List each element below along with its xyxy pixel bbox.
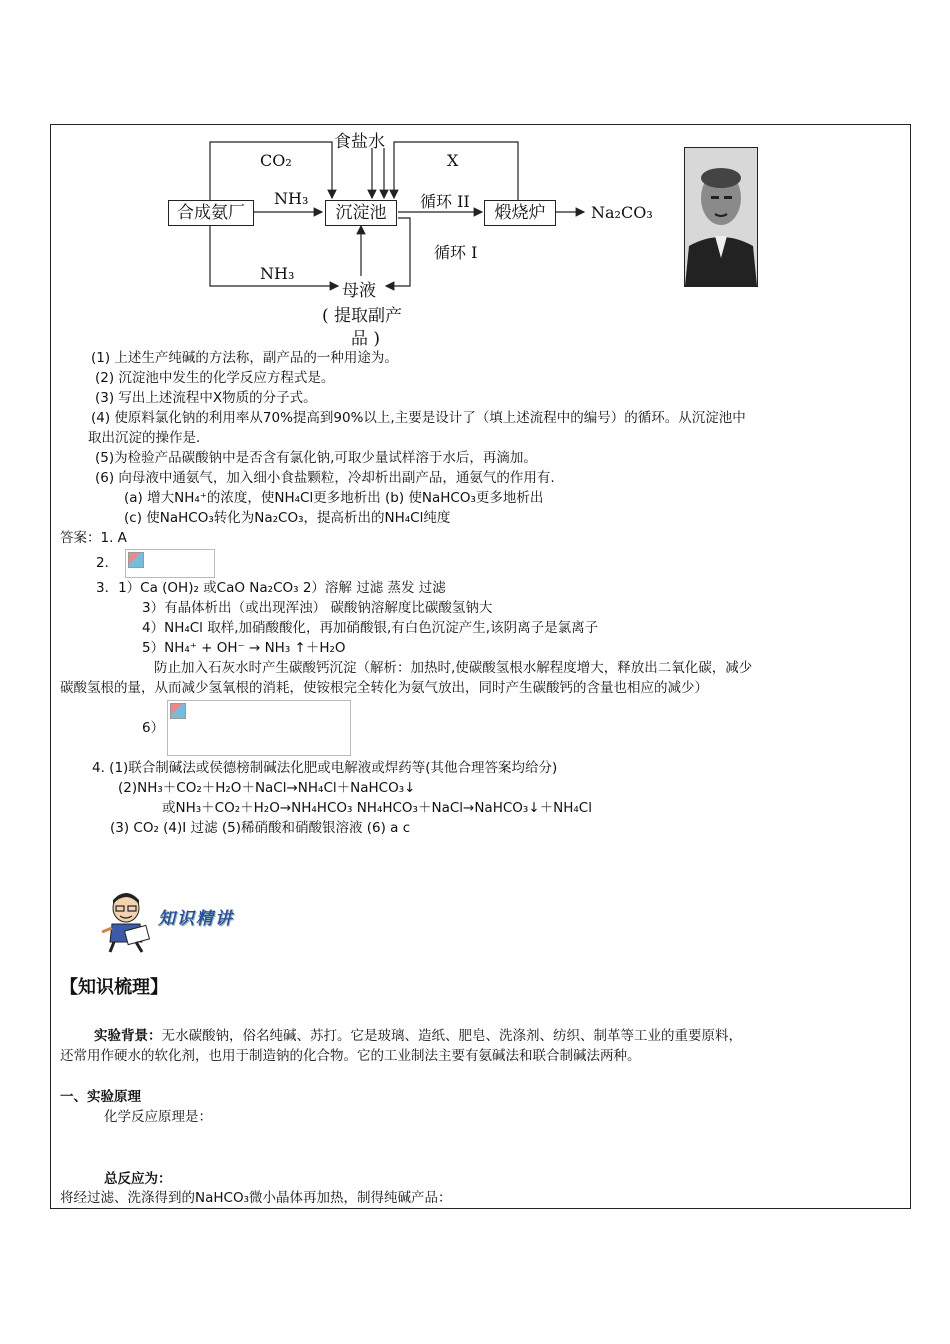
node-calcination-furnace: 煅烧炉: [484, 200, 556, 226]
flow-diagram-lines: [0, 0, 950, 340]
node-factory: 合成氨厂: [168, 200, 254, 226]
answer-3-1: 3．1）Ca (OH)₂ 或CaO Na₂CO₃ 2）溶解 过滤 蒸发 过滤: [96, 580, 446, 596]
answer-3-3: 3）有晶体析出（或出现浑浊） 碳酸钠溶解度比碳酸氢钠大: [142, 600, 493, 616]
answer-2-label: 2．: [96, 555, 119, 571]
answer-2-image: [125, 549, 215, 578]
node-mother-liquor: 母液: [342, 281, 376, 301]
mother-note-line1: ( 提取副产: [322, 306, 403, 326]
label-loop-1: 循环 I: [434, 243, 478, 262]
question-6: (6) 向母液中通氨气，加入细小食盐颗粒，冷却析出副产品，通氨气的作用有.: [95, 470, 555, 486]
answer-3-4: 4）NH₄Cl 取样,加硝酸酸化，再加硝酸银,有白色沉淀产生,该阴离子是氯离子: [142, 620, 599, 636]
teacher-cartoon-icon: [96, 892, 154, 954]
background-text: 无水碳酸钠，俗名纯碱、苏打。它是玻璃、造纸、肥皂、洗涤剂、纺织、制革等工业的重要原料，: [161, 1028, 742, 1044]
answer-3-6-label: 6）: [142, 720, 165, 736]
answer-3-5: 5）NH₄⁺ + OH⁻ → NH₃ ↑＋H₂O: [142, 640, 346, 656]
answer-3-5-explanation: 防止加入石灰水时产生碳酸钙沉淀（解析：加热时,使碳酸氢根水解程度增大，释放出二氧化碳，减少: [154, 660, 753, 676]
last-line: 将经过滤、洗涤得到的NaHCO₃微小晶体再加热，制得纯碱产品：: [60, 1190, 452, 1206]
question-6-options-ab: (a) 增大NH₄⁺的浓度，使NH₄Cl更多地析出 (b) 使NaHCO₃更多地析出: [124, 490, 544, 506]
question-4: (4) 使原料氯化钠的利用率从70%提高到90%以上,主要是设计了（填上述流程中的编号）的循环。从沉淀池中: [91, 410, 746, 426]
label-x: X: [447, 151, 459, 170]
question-6-option-c: (c) 使NaHCO₃转化为Na₂CO₃，提高析出的NH₄Cl纯度: [124, 510, 451, 526]
node-precipitation-tank: 沉淀池: [325, 200, 397, 226]
label-nh3-top: NH₃: [274, 189, 309, 208]
background-label: 实验背景：: [94, 1028, 162, 1044]
background-paragraph-line2: 还常用作硬水的软化剂，也用于制造钠的化合物。它的工业制法主要有氨碱法和联合制碱法两种。: [60, 1048, 641, 1064]
answer-1: 答案：1. A: [60, 530, 127, 546]
question-3: (3) 写出上述流程中X物质的分子式。: [95, 390, 317, 406]
question-5: (5)为检验产品碳酸钠中是否含有氯化钠,可取少量试样溶于水后，再滴加。: [95, 450, 537, 466]
answer-4-2-alt: 或NH₃＋CO₂＋H₂O→NH₄HCO₃ NH₄HCO₃＋NaCl→NaHCO₃↓＋NH₄Cl: [162, 800, 592, 816]
total-reaction-label: 总反应为：: [104, 1171, 172, 1187]
knowledge-banner-title: 知识精讲: [158, 909, 234, 929]
label-co2: CO₂: [260, 151, 292, 170]
answer-4-3: (3) CO₂ (4)I 过滤 (5)稀硝酸和硝酸银溶液 (6) a c: [110, 820, 411, 836]
answer-4-1: 4. (1)联合制碱法或侯德榜制碱法化肥或电解液或焊药等(其他合理答案均给分): [92, 760, 558, 776]
question-2: (2) 沉淀池中发生的化学反应方程式是。: [95, 370, 335, 386]
broken-image-icon: [170, 703, 186, 719]
section-experiment-principle: 一、实验原理: [60, 1089, 141, 1105]
node-product-na2co3: Na₂CO₃: [591, 203, 653, 222]
answer-3-5-explanation-cont: 碳酸氢根的量，从而减少氢氧根的消耗，使铵根完全转化为氨气放出，同时产生碳酸钙的含量也相应的减少）: [60, 680, 708, 696]
knowledge-heading: 【知识梳理】: [60, 977, 168, 998]
node-brine: 食盐水: [334, 132, 385, 152]
broken-image-icon: [128, 552, 144, 568]
label-nh3-bottom: NH₃: [260, 264, 295, 283]
mother-note-line2: 品 ): [351, 329, 381, 349]
portrait-photo: [684, 147, 758, 287]
question-4-cont: 取出沉淀的操作是.: [88, 430, 201, 446]
label-loop-2: 循环 II: [420, 192, 470, 211]
principle-text: 化学反应原理是：: [104, 1109, 212, 1125]
answer-3-6-image: [167, 700, 351, 756]
background-paragraph-line1: [94, 1026, 742, 1046]
answer-4-2: (2)NH₃＋CO₂＋H₂O＋NaCl→NH₄Cl＋NaHCO₃↓: [118, 780, 416, 796]
question-1: (1) 上述生产纯碱的方法称，副产品的一种用途为。: [91, 350, 398, 366]
